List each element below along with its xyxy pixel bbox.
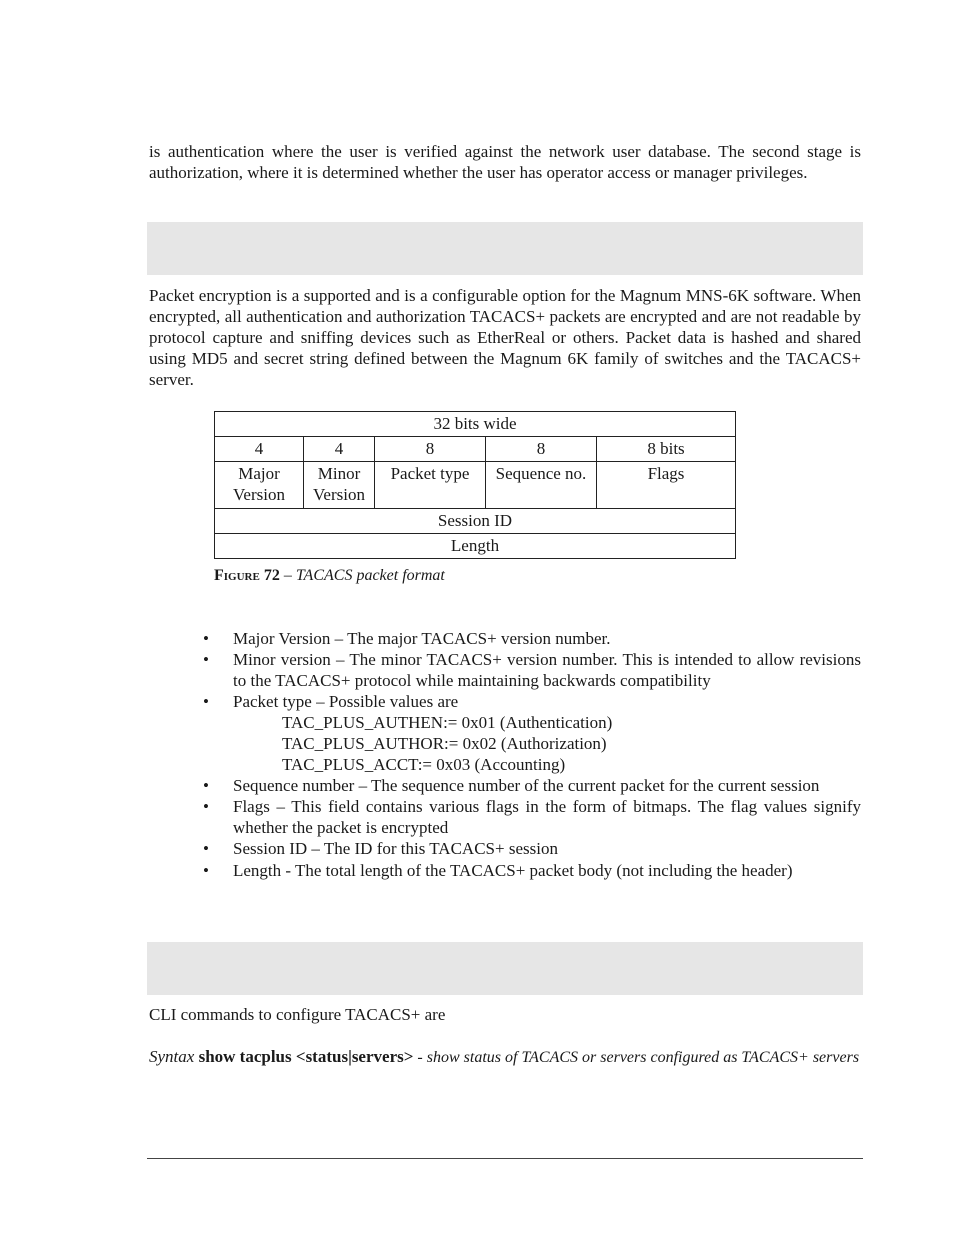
section-header-band — [147, 222, 863, 275]
bullet-icon: • — [203, 839, 209, 858]
bullet-icon: • — [203, 629, 209, 648]
list-item — [149, 775, 861, 796]
width-label: 32 bits wide — [215, 412, 736, 437]
packet-type-value: TAC_PLUS_AUTHEN:= 0x01 (Authentication) — [282, 713, 613, 732]
list-item-text: Length - The total length of the TACACS+ packet body (not including the header) — [233, 861, 793, 880]
list-item — [149, 649, 861, 691]
bullet-icon: • — [203, 692, 209, 711]
table-row — [215, 534, 736, 559]
list-item-text: Minor version – The minor TACACS+ version number. This is intended to allow revisions to the TACACS+ protocol while maintaining backwards compatibility — [233, 650, 861, 690]
table-row — [215, 437, 736, 462]
list-item-text: Flags – This field contains various flags in the form of bitmaps. The flag values signify whether the packet is encrypted — [233, 797, 861, 837]
bits-cell: 4 — [215, 437, 304, 462]
bullet-icon: • — [203, 776, 209, 795]
bits-cell: 4 — [304, 437, 375, 462]
list-item — [149, 838, 861, 859]
footer-rule — [147, 1158, 863, 1159]
field-cell: Sequence no. — [486, 462, 597, 509]
table-row — [215, 412, 736, 437]
list-item-text: Sequence number – The sequence number of the current packet for the current session — [233, 776, 820, 795]
field-description-list — [149, 628, 861, 881]
figure-caption — [214, 567, 445, 585]
encryption-paragraph: Packet encryption is a supported and is a configurable option for the Magnum MNS-6K software. When encrypted, all authentication and authorization TACACS+ packets are encrypted and are not readable by protocol capture and sniffing devices such as EtherReal or others. Packet data is hashed and shared using MD5 and secret string defined between the Magnum 6K family of switches and the TACACS+ server. — [149, 286, 861, 389]
list-item — [149, 691, 861, 712]
command-description: - show status of TACACS or servers configured as TACACS+ servers — [413, 1049, 860, 1066]
bullet-icon: • — [203, 797, 209, 816]
figure-dash: – — [279, 567, 296, 584]
syntax-line — [149, 1046, 917, 1068]
table-row — [215, 462, 736, 509]
bits-cell: 8 bits — [597, 437, 736, 462]
packet-format-table — [214, 411, 736, 559]
figure-title: TACACS packet format — [295, 567, 445, 584]
length-cell: Length — [215, 534, 736, 559]
packet-type-value: TAC_PLUS_ACCT:= 0x03 (Accounting) — [282, 755, 566, 774]
intro-paragraph: is authentication where the user is verified against the network user database. The second stage is authorization, where it is determined whether the user has operator access or manager privileges. — [149, 142, 861, 182]
section-header-band — [147, 942, 863, 995]
field-cell: Minor Version — [304, 462, 375, 509]
bullet-icon: • — [203, 861, 209, 880]
table-row — [215, 509, 736, 534]
bullet-icon: • — [203, 650, 209, 669]
session-id-cell: Session ID — [215, 509, 736, 534]
list-item-text: Session ID – The ID for this TACACS+ session — [233, 839, 558, 858]
field-cell: Major Version — [215, 462, 304, 509]
packet-type-value: TAC_PLUS_AUTHOR:= 0x02 (Authorization) — [282, 734, 607, 753]
bits-cell: 8 — [486, 437, 597, 462]
cli-intro: CLI commands to configure TACACS+ are — [149, 1005, 446, 1024]
list-item-text: Packet type – Possible values are — [233, 692, 459, 711]
syntax-label: Syntax — [149, 1047, 195, 1066]
list-item — [149, 628, 861, 649]
bits-cell: 8 — [375, 437, 486, 462]
command-text: show tacplus <status|servers> — [198, 1047, 414, 1066]
list-item — [149, 796, 861, 838]
figure-label: Figure 72 — [214, 567, 280, 584]
list-item-text: Major Version – The major TACACS+ version number. — [233, 629, 611, 648]
list-item — [149, 860, 861, 881]
field-cell: Packet type — [375, 462, 486, 509]
field-cell: Flags — [597, 462, 736, 509]
